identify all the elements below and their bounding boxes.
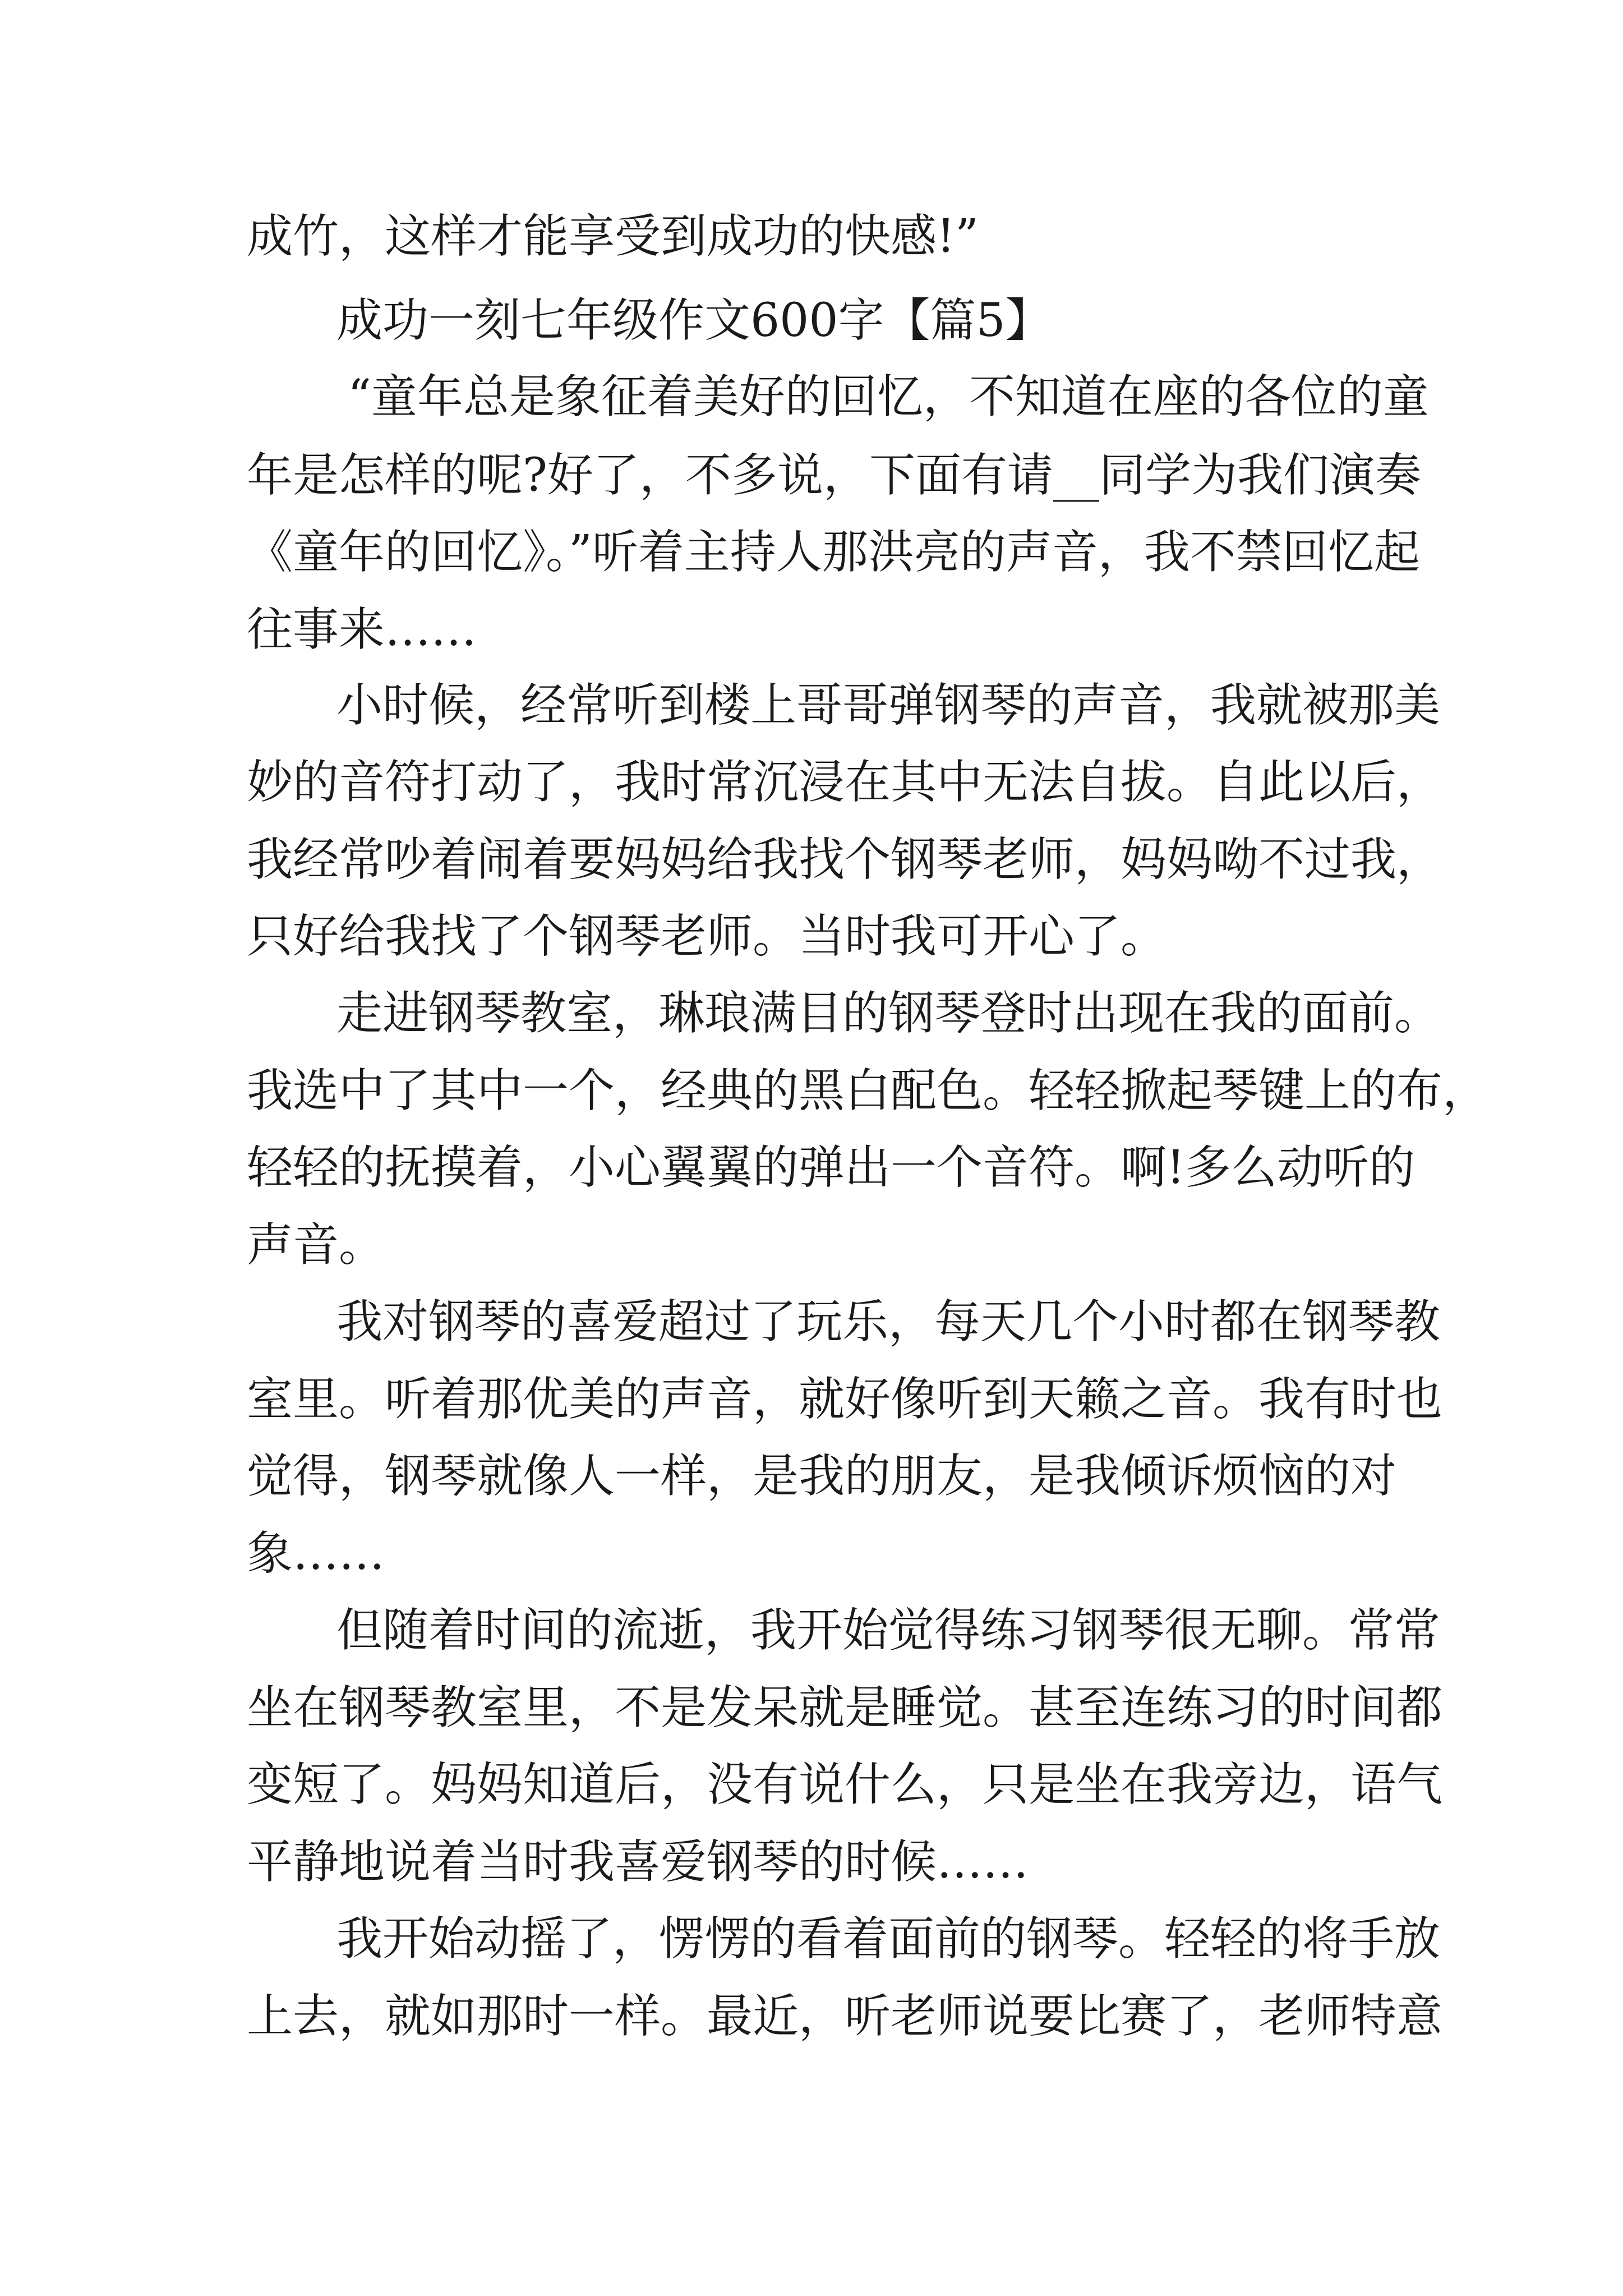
text-line: 变短了。妈妈知道后，没有说什么，只是坐在我旁边，语气 [247, 1758, 1443, 1811]
text-line: 我经常吵着闹着要妈妈给我找个钢琴老师，妈妈呦不过我， [247, 833, 1443, 886]
text-line: 只好给我找了个钢琴老师。当时我可开心了。 [247, 910, 1167, 963]
text-line: 声音。 [247, 1218, 385, 1272]
text-line: 年是怎样的呢?好了，不多说，下面有请__同学为我们演奏 [247, 449, 1421, 502]
text-line: “童年总是象征着美好的回忆，不知道在座的各位的童 [348, 370, 1429, 424]
text-line: 但随着时间的流逝，我开始觉得练习钢琴很无聊。常常 [336, 1604, 1441, 1657]
text-line: 往事来…… [247, 603, 477, 656]
text-line: 平静地说着当时我喜爱钢琴的时候…… [247, 1835, 1029, 1889]
text-line: 坐在钢琴教室里，不是发呆就是睡觉。甚至连练习的时间都 [247, 1681, 1443, 1734]
text-line: 室里。听着那优美的声音，就好像听到天籁之音。我有时也 [247, 1373, 1443, 1426]
text-line: 妙的音符打动了，我时常沉浸在其中无法自拔。自此以后， [247, 756, 1443, 809]
text-line: 我对钢琴的喜爱超过了玩乐，每天几个小时都在钢琴教 [336, 1295, 1441, 1349]
text-line: 《童年的回忆》。”听着主持人那洪亮的声音，我不禁回忆起 [247, 526, 1420, 579]
section-heading: 成功一刻七年级作文600字【篇5】 [336, 294, 1052, 347]
text-line: 小时候，经常听到楼上哥哥弹钢琴的声音，我就被那美 [336, 679, 1441, 732]
text-line: 上去，就如那时一样。最近，听老师说要比赛了，老师特意 [247, 1990, 1443, 2043]
text-line: 觉得，钢琴就像人一样，是我的朋友，是我倾诉烦恼的对 [247, 1450, 1397, 1503]
text-line: 成竹，这样才能享受到成功的快感!” [247, 210, 979, 263]
text-line: 走进钢琴教室，琳琅满目的钢琴登时出现在我的面前。 [336, 987, 1441, 1040]
text-line: 象…… [247, 1527, 385, 1580]
text-line: 我选中了其中一个，经典的黑白配色。轻轻掀起琴键上的布， [247, 1064, 1489, 1117]
text-line: 我开始动摇了，愣愣的看着面前的钢琴。轻轻的将手放 [336, 1912, 1441, 1966]
text-line: 轻轻的抚摸着，小心翼翼的弹出一个音符。啊!多么动听的 [247, 1141, 1415, 1194]
